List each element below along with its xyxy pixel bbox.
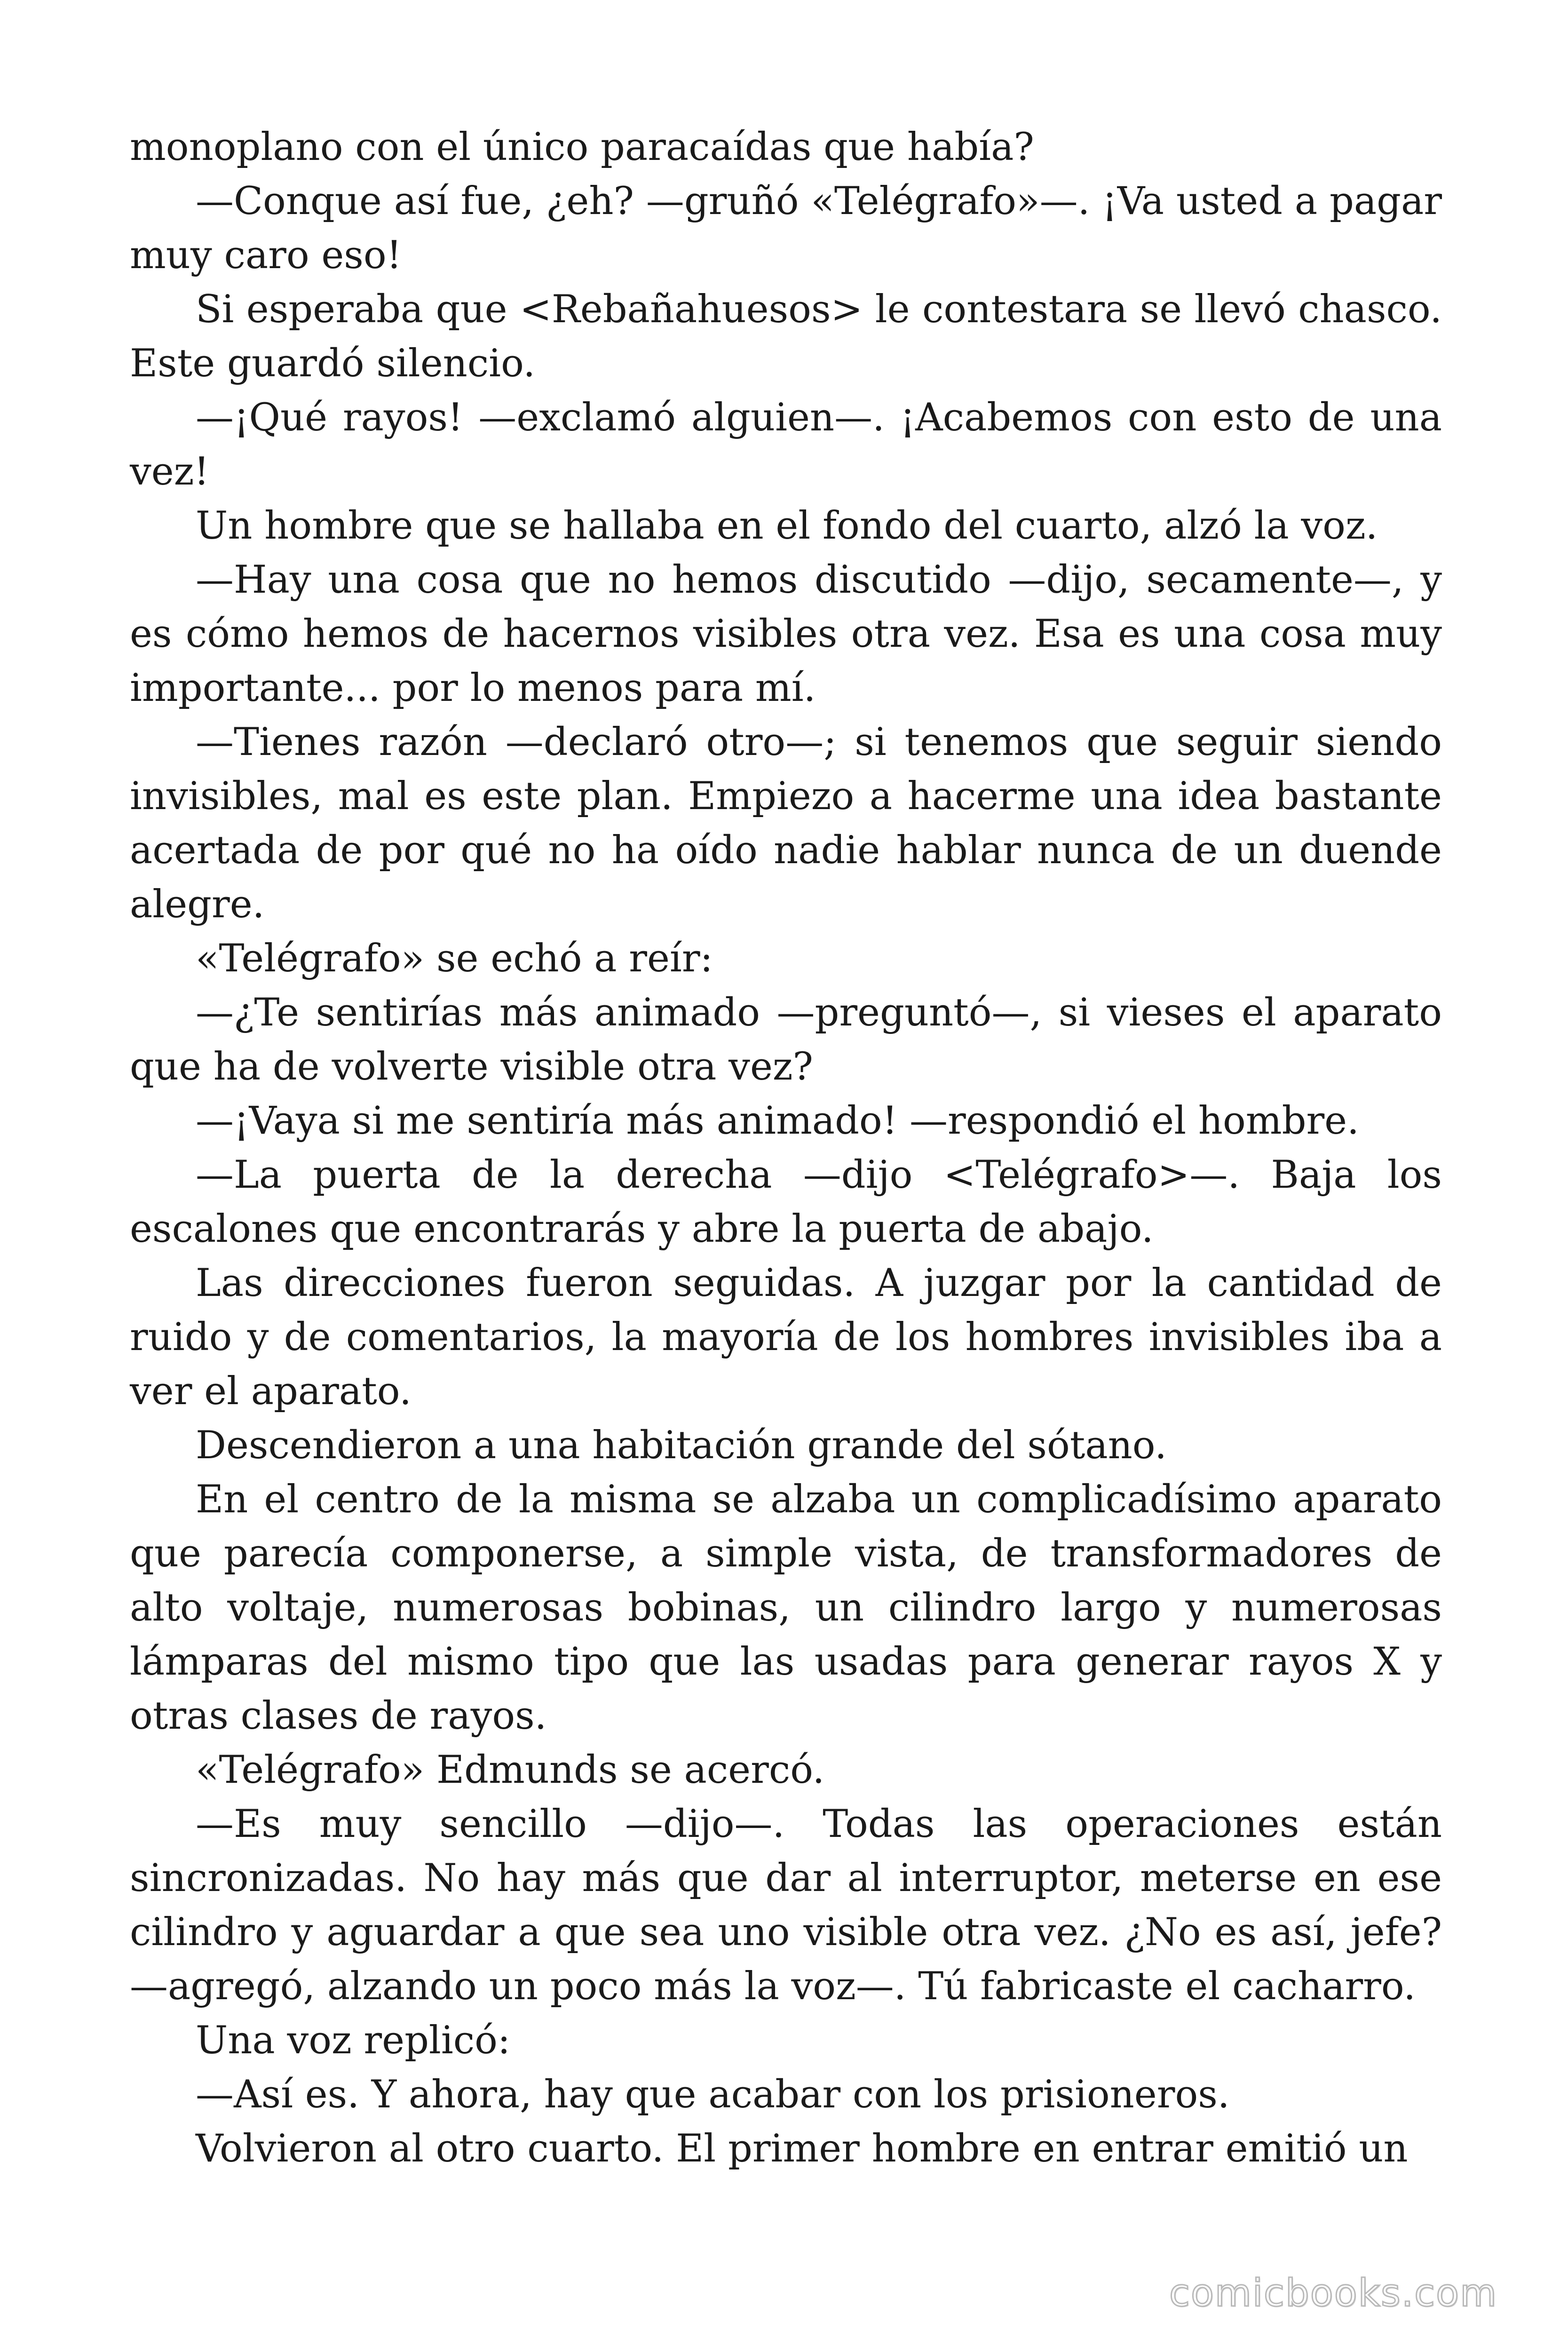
paragraph: —¿Te sentirías más animado —preguntó—, si vieses el aparato que ha de volverte visible otra vez? <box>130 991 1442 1089</box>
watermark: comicbooks.com <box>1169 2271 1497 2315</box>
paragraph: Descendieron a una habitación grande del sótano. <box>196 1423 1167 1468</box>
paragraph: —Así es. Y ahora, hay que acabar con los prisioneros. <box>196 2073 1230 2117</box>
paragraph: Volvieron al otro cuarto. El primer hombre en entrar emitió un <box>196 2127 1408 2171</box>
paragraph: —Es muy sencillo —dijo—. Todas las operaciones están sincronizadas. No hay más que dar al interruptor, meterse en ese cilindro y aguardar a que sea uno visible otra vez. ¿No es así, jefe? —agregó, alzando un poco más la voz—. Tú fabricaste el cacharro. <box>130 1802 1442 2009</box>
paragraph: Las direcciones fueron seguidas. A juzgar por la cantidad de ruido y de comentarios, la mayoría de los hombres invisibles iba a ver el aparato. <box>130 1261 1442 1414</box>
paragraph: —Hay una cosa que no hemos discutido —dijo, secamente—, y es cómo hemos de hacernos visibles otra vez. Esa es una cosa muy importante... por lo menos para mí. <box>130 558 1442 710</box>
paragraph: Una voz replicó: <box>196 2018 511 2063</box>
paragraph: Si esperaba que <Rebañahuesos> le contestara se llevó chasco. Este guardó silencio. <box>130 287 1442 386</box>
paragraph: —Tienes razón —declaró otro—; si tenemos que seguir siendo invisibles, mal es este plan. Empiezo a hacerme una idea bastante acertada de por qué no ha oído nadie hablar nunca de un duende alegre. <box>130 720 1442 927</box>
paragraph: «Telégrafo» Edmunds se acercó. <box>196 1748 825 1792</box>
paragraph: —La puerta de la derecha —dijo <Telégrafo>—. Baja los escalones que encontrarás y abre la puerta de abajo. <box>130 1153 1442 1251</box>
paragraph-continuation: monoplano con el único paracaídas que había? <box>130 125 1034 169</box>
paragraph: En el centro de la misma se alzaba un complicadísimo aparato que parecía componerse, a simple vista, de transformadores de alto voltaje, numerosas bobinas, un cilindro largo y numerosas lámparas del mismo tipo que las usadas para generar rayos X y otras clases de rayos. <box>130 1478 1442 1738</box>
paragraph: —Conque así fue, ¿eh? —gruñó «Telégrafo»—. ¡Va usted a pagar muy caro eso! <box>130 179 1442 278</box>
paragraph: —¡Qué rayos! —exclamó alguien—. ¡Acabemos con esto de una vez! <box>130 396 1442 494</box>
paragraph: Un hombre que se hallaba en el fondo del cuarto, alzó la voz. <box>196 504 1378 548</box>
paragraph: «Telégrafo» se echó a reír: <box>196 937 713 981</box>
body-text <box>130 120 1442 2176</box>
paragraph: —¡Vaya si me sentiría más animado! —respondió el hombre. <box>196 1099 1359 1143</box>
